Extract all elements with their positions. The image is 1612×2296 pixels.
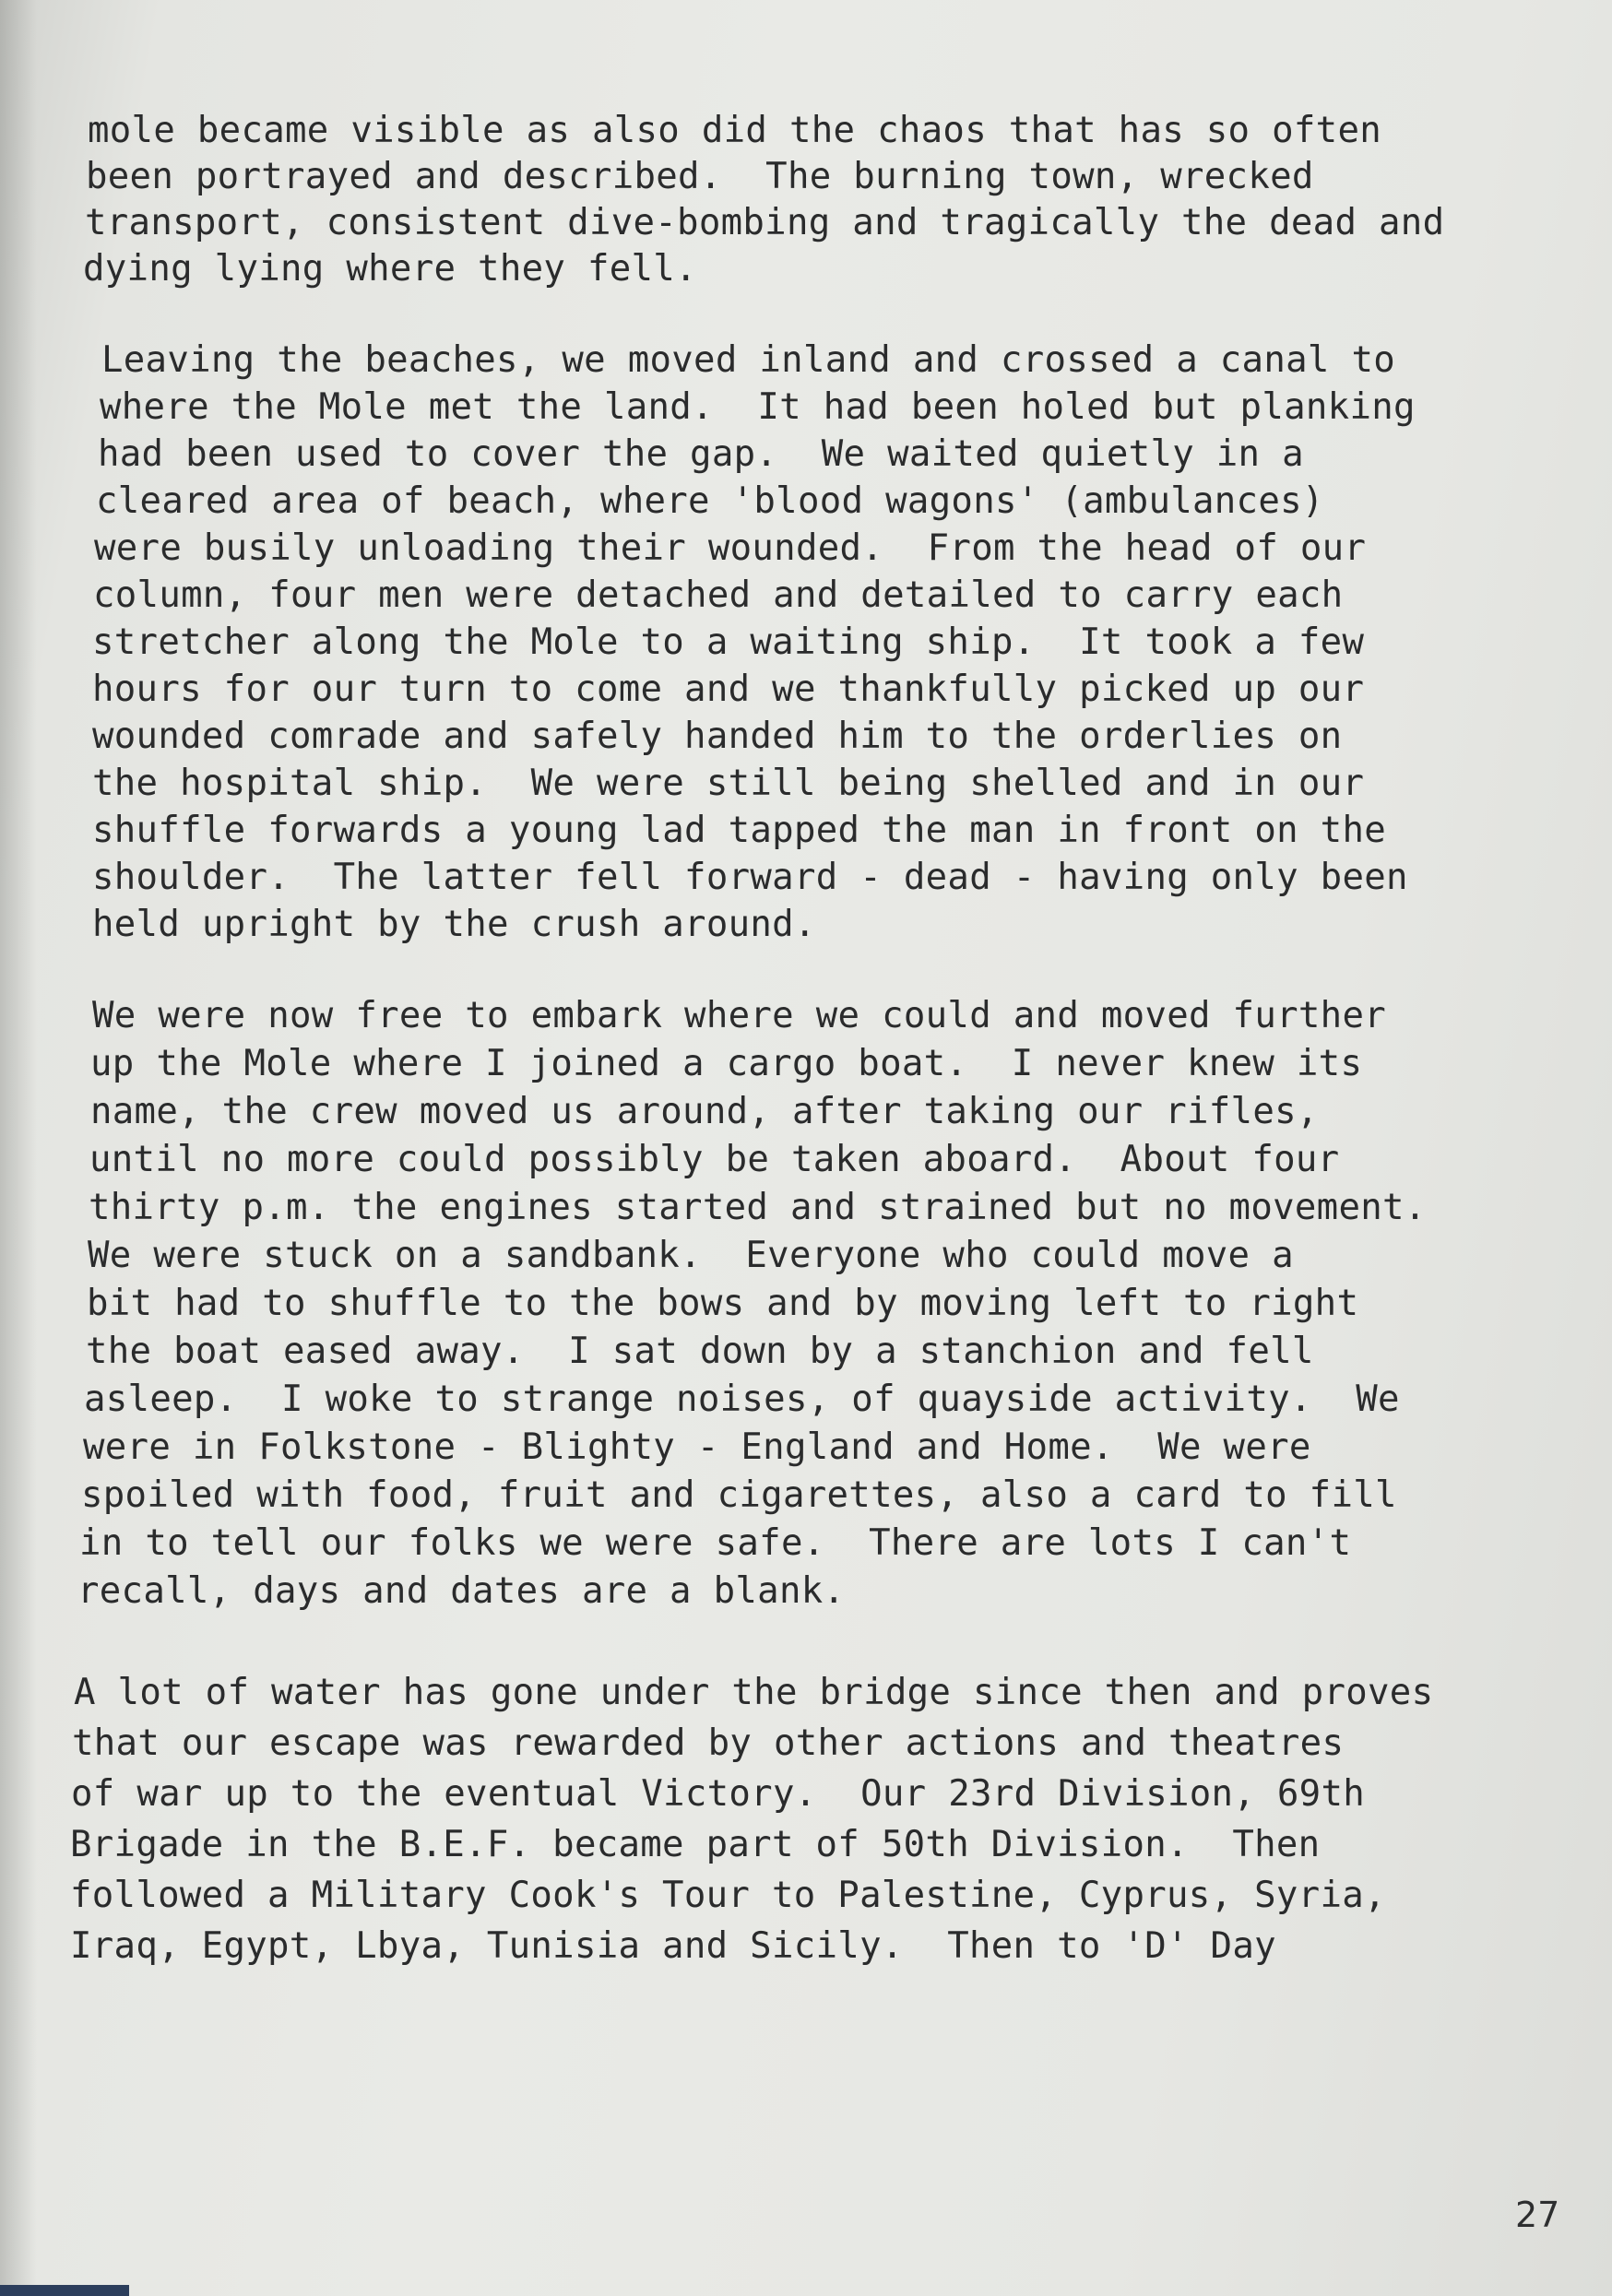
text-line: A lot of water has gone under the bridge since then and proves xyxy=(74,1672,1434,1713)
text-line: the boat eased away. I sat down by a stanchion and fell xyxy=(86,1331,1314,1372)
text-line: Brigade in the B.E.F. became part of 50th Division. Then xyxy=(70,1824,1321,1865)
text-line: mole became visible as also did the chaos that has so often xyxy=(88,110,1382,151)
text-line: thirty p.m. the engines started and strained but no movement. xyxy=(89,1187,1427,1228)
text-line: until no more could possibly be taken aboard. About four xyxy=(89,1139,1340,1180)
text-line: shoulder. The latter fell forward - dead - having only been xyxy=(92,857,1408,898)
text-line: wounded comrade and safely handed him to the orderlies on xyxy=(92,716,1343,757)
text-line: spoiled with food, fruit and cigarettes, also a card to fill xyxy=(81,1474,1397,1516)
text-line: that our escape was rewarded by other actions and theatres xyxy=(72,1722,1345,1764)
text-line: shuffle forwards a young lad tapped the man in front on the xyxy=(92,810,1387,851)
text-line: were in Folkstone - Blighty - England and Home. We were xyxy=(83,1426,1311,1468)
text-line: had been used to cover the gap. We waited quietly in a xyxy=(98,433,1304,475)
text-line: in to tell our folks we were safe. There are lots I can't xyxy=(79,1522,1352,1564)
text-line: column, four men were detached and detailed to carry each xyxy=(93,574,1344,616)
text-line: stretcher along the Mole to a waiting ship. It took a few xyxy=(92,621,1365,663)
text-line: bit had to shuffle to the bows and by moving left to right xyxy=(87,1283,1359,1324)
text-line: transport, consistent dive-bombing and tragically the dead and xyxy=(85,202,1445,243)
text-line: where the Mole met the land. It had been holed but planking xyxy=(100,386,1416,428)
text-line: were busily unloading their wounded. From the head of our xyxy=(94,527,1367,569)
text-line: We were stuck on a sandbank. Everyone who could move a xyxy=(88,1235,1294,1276)
text-line: followed a Military Cook's Tour to Palestine, Cyprus, Syria, xyxy=(70,1875,1386,1916)
text-line: the hospital ship. We were still being shelled and in our xyxy=(92,763,1365,804)
text-line: asleep. I woke to strange noises, of quayside activity. We xyxy=(84,1379,1400,1420)
text-line: recall, days and dates are a blank. xyxy=(77,1570,846,1612)
text-line: dying lying where they fell. xyxy=(83,248,697,290)
text-line: name, the crew moved us around, after taking our rifles, xyxy=(90,1091,1319,1132)
page-number: 27 xyxy=(1515,2195,1560,2235)
text-line: hours for our turn to come and we thankfully picked up our xyxy=(92,669,1365,710)
text-line: Leaving the beaches, we moved inland and crossed a canal to xyxy=(101,339,1396,381)
text-line: We were now free to embark where we could and moved further xyxy=(92,995,1387,1036)
text-line: of war up to the eventual Victory. Our 23rd Division, 69th xyxy=(71,1773,1366,1815)
text-line: cleared area of beach, where 'blood wagons' (ambulances) xyxy=(96,480,1324,522)
text-line: held upright by the crush around. xyxy=(92,904,816,945)
text-line: up the Mole where I joined a cargo boat. I never knew its xyxy=(90,1043,1363,1084)
text-line: Iraq, Egypt, Lbya, Tunisia and Sicily. Then to 'D' Day xyxy=(70,1925,1276,1967)
text-line: been portrayed and described. The burning town, wrecked xyxy=(86,156,1314,197)
